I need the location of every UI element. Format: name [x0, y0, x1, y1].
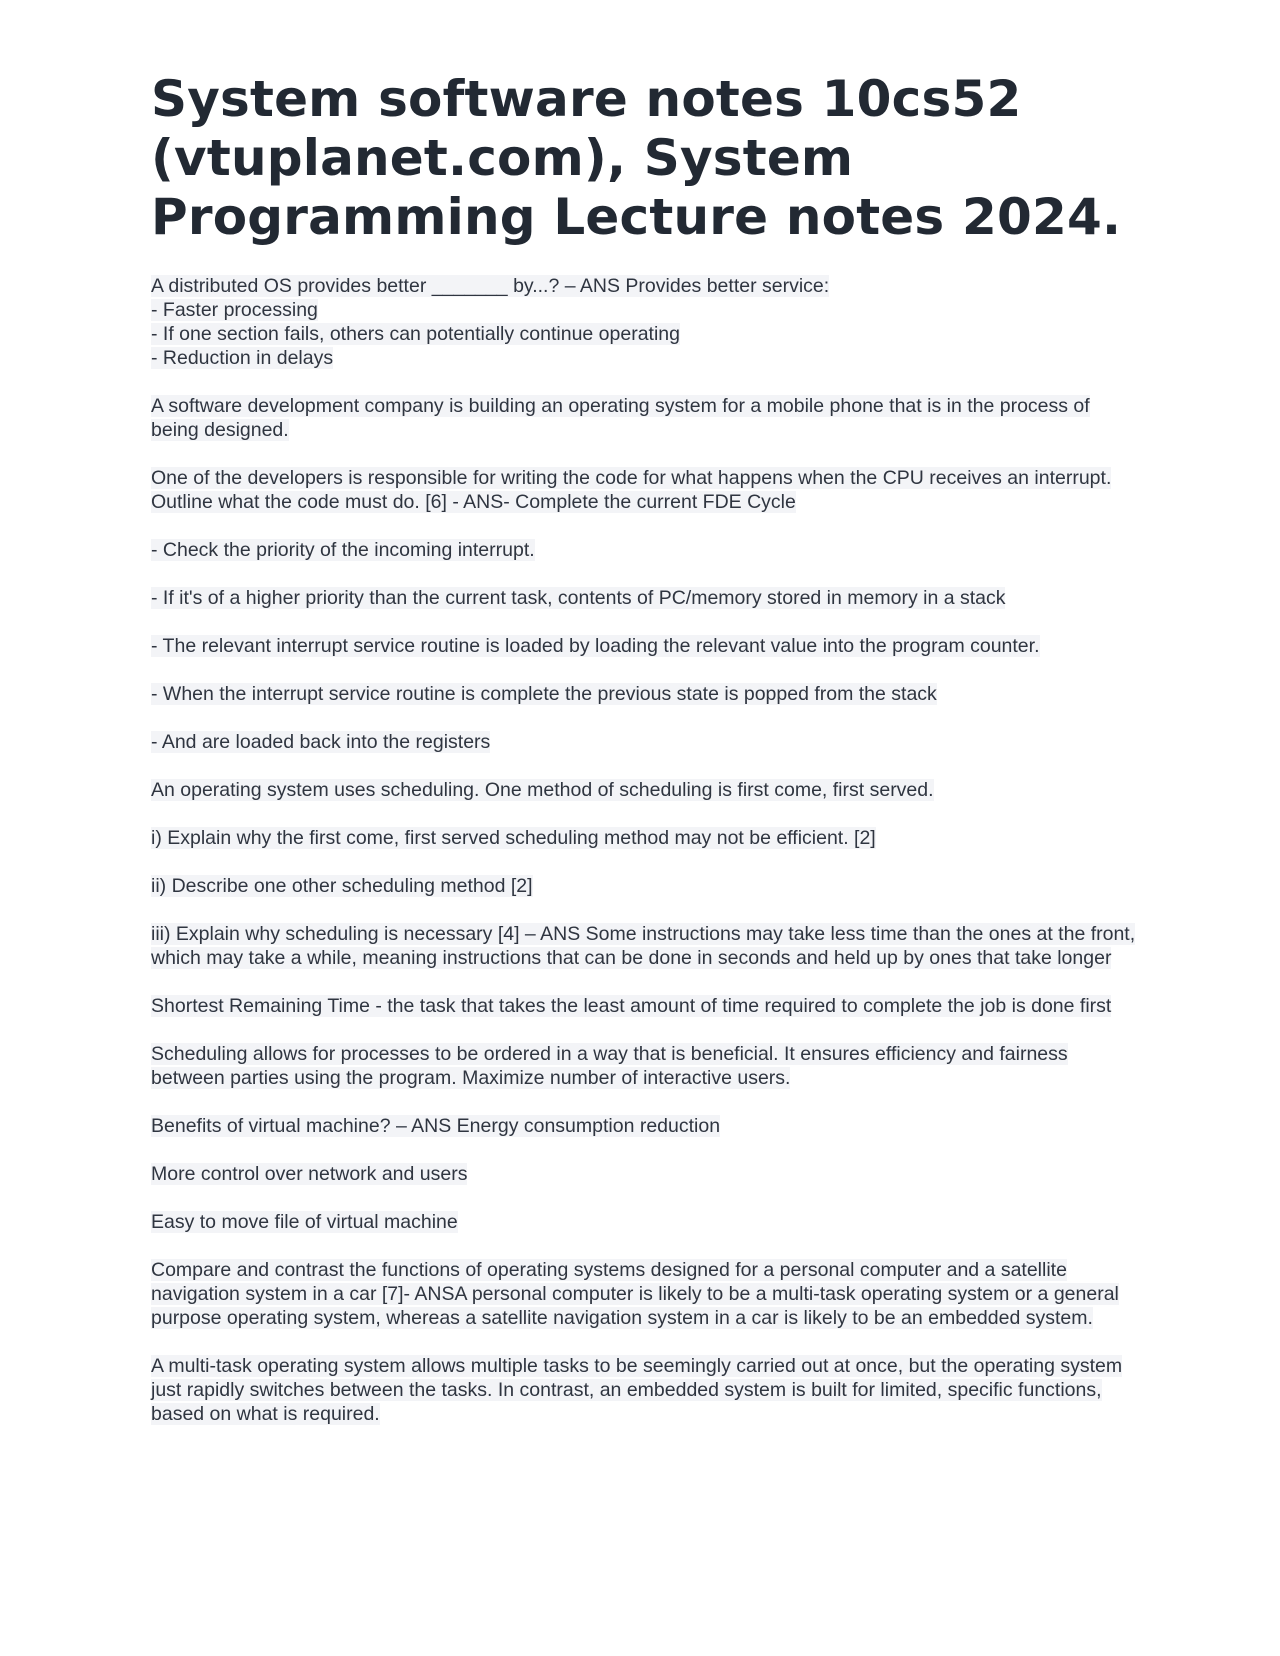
paragraph-text: Compare and contrast the functions of operating systems designed for a personal computer and a satellite navigation system in a car [7]- ANSA personal computer is likely to be a multi-task operating system or a general purpose operating system, whereas a satellite navigation system in a car is likely to be an embedded system.: [151, 1259, 1119, 1329]
paragraph-line: [151, 538, 1136, 562]
paragraph-line: [151, 730, 1136, 754]
paragraph-line: [151, 586, 1136, 610]
document-paragraph: [151, 274, 1136, 370]
paragraph-text: A multi-task operating system allows multiple tasks to be seemingly carried out at once, but the operating system just rapidly switches between the tasks. In contrast, an embedded system is built for limited, specific functions, based on what is required.: [151, 1355, 1123, 1425]
document-body: [151, 274, 1136, 1426]
paragraph-text: An operating system uses scheduling. One method of scheduling is first come, first served.: [151, 779, 934, 801]
paragraph-line: [151, 346, 1136, 370]
paragraph-text: ii) Describe one other scheduling method [2]: [151, 875, 533, 897]
document-paragraph: [151, 586, 1136, 610]
document-paragraph: [151, 1210, 1136, 1234]
paragraph-line: [151, 394, 1136, 442]
document-title: System software notes 10cs52 (vtuplanet.com), System Programming Lecture notes 2024.: [151, 70, 1122, 246]
paragraph-text: - If it's of a higher priority than the current task, contents of PC/memory stored in memory in a stack: [151, 587, 1006, 609]
paragraph-text: - The relevant interrupt service routine is loaded by loading the relevant value into the program counter.: [151, 635, 1040, 657]
paragraph-text: A software development company is building an operating system for a mobile phone that is in the process of being designed.: [151, 395, 1090, 441]
document-paragraph: [151, 1162, 1136, 1186]
paragraph-text: - And are loaded back into the registers: [151, 731, 491, 753]
document-paragraph: [151, 778, 1136, 802]
paragraph-line: [151, 322, 1136, 346]
paragraph-text: - Check the priority of the incoming interrupt.: [151, 539, 535, 561]
paragraph-text: - When the interrupt service routine is complete the previous state is popped from the stack: [151, 683, 937, 705]
document-page: [151, 70, 1136, 1450]
paragraph-text: - If one section fails, others can potentially continue operating: [151, 323, 680, 345]
paragraph-line: [151, 778, 1136, 802]
document-paragraph: [151, 1354, 1136, 1426]
document-paragraph: [151, 730, 1136, 754]
paragraph-line: [151, 298, 1136, 322]
paragraph-line: [151, 874, 1136, 898]
paragraph-line: [151, 1258, 1136, 1330]
paragraph-line: [151, 466, 1136, 514]
document-paragraph: [151, 994, 1136, 1018]
document-paragraph: [151, 466, 1136, 514]
paragraph-line: [151, 634, 1136, 658]
paragraph-line: [151, 1210, 1136, 1234]
document-paragraph: [151, 394, 1136, 442]
paragraph-text: One of the developers is responsible for writing the code for what happens when the CPU receives an interrupt. Outline what the code must do. [6] - ANS- Complete the current FDE Cycle: [151, 467, 1112, 513]
paragraph-line: [151, 682, 1136, 706]
paragraph-line: [151, 1354, 1136, 1426]
document-paragraph: [151, 1114, 1136, 1138]
paragraph-line: [151, 1114, 1136, 1138]
document-paragraph: [151, 874, 1136, 898]
document-paragraph: [151, 1258, 1136, 1330]
paragraph-text: More control over network and users: [151, 1163, 468, 1185]
document-paragraph: [151, 682, 1136, 706]
paragraph-line: [151, 1042, 1136, 1090]
document-paragraph: [151, 538, 1136, 562]
paragraph-line: [151, 826, 1136, 850]
paragraph-line: [151, 994, 1136, 1018]
paragraph-text: Easy to move file of virtual machine: [151, 1211, 458, 1233]
document-paragraph: [151, 634, 1136, 658]
paragraph-text: i) Explain why the first come, first served scheduling method may not be efficient. [2]: [151, 827, 876, 849]
document-paragraph: [151, 1042, 1136, 1090]
paragraph-text: iii) Explain why scheduling is necessary [4] – ANS Some instructions may take less time than the ones at the front, which may take a while, meaning instructions that can be done in seconds and held up by ones that take longer: [151, 923, 1136, 969]
paragraph-text: - Reduction in delays: [151, 347, 334, 369]
paragraph-line: [151, 274, 1136, 298]
paragraph-line: [151, 1162, 1136, 1186]
paragraph-text: Benefits of virtual machine? – ANS Energy consumption reduction: [151, 1115, 721, 1137]
paragraph-text: Shortest Remaining Time - the task that takes the least amount of time required to complete the job is done first: [151, 995, 1112, 1017]
paragraph-text: A distributed OS provides better _______ by...? – ANS Provides better service:: [151, 275, 830, 297]
paragraph-line: [151, 922, 1136, 970]
paragraph-text: Scheduling allows for processes to be ordered in a way that is beneficial. It ensures efficiency and fairness between parties using the program. Maximize number of interactive users.: [151, 1043, 1068, 1089]
document-paragraph: [151, 826, 1136, 850]
paragraph-text: - Faster processing: [151, 299, 318, 321]
document-paragraph: [151, 922, 1136, 970]
